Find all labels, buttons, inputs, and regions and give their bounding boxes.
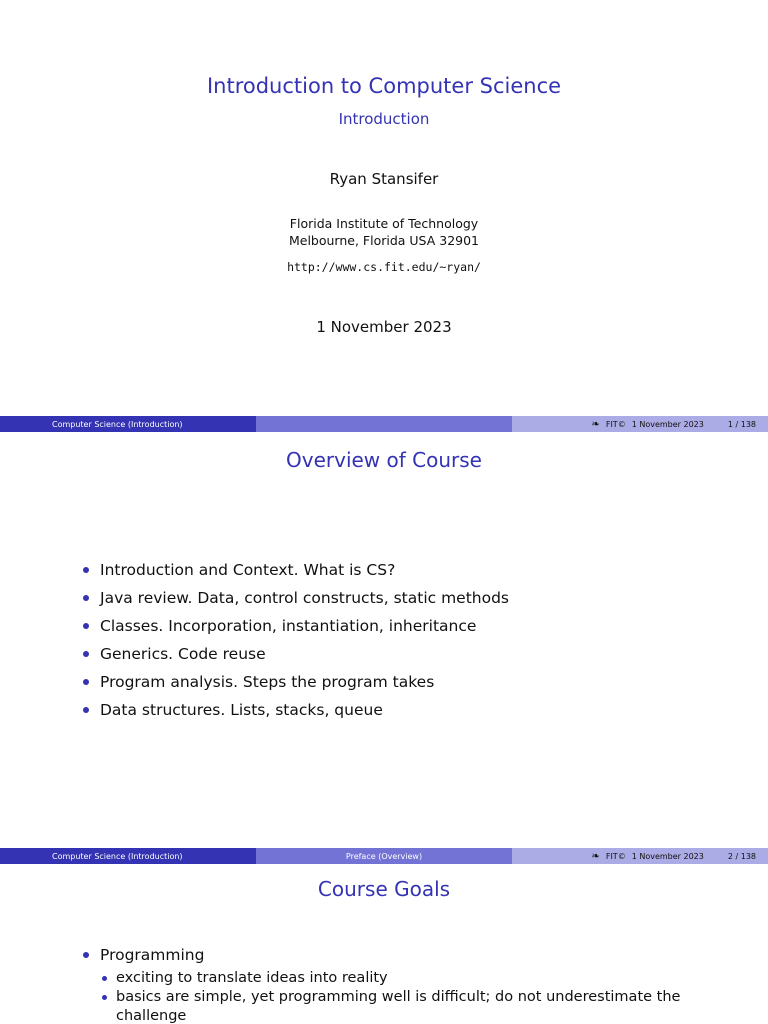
slide-footer (0, 416, 768, 432)
footer-page-number: 1 / 138 (727, 419, 756, 429)
bullet-icon (83, 707, 89, 713)
bullet-icon (83, 679, 89, 685)
bullet-icon (83, 567, 89, 573)
fit-logo-icon: ❧ (591, 418, 600, 430)
list-item: Program analysis. Steps the program takes (80, 668, 509, 696)
bullet-icon (83, 952, 89, 958)
footer-middle: Preface (Overview) (256, 848, 512, 864)
bullet-icon (102, 995, 107, 1000)
author-url[interactable]: http://www.cs.fit.edu/~ryan/ (287, 260, 481, 274)
author-name: Ryan Stansifer (329, 170, 439, 188)
sub-bullet-list (100, 969, 720, 1024)
bullet-icon (83, 623, 89, 629)
list-item: Generics. Code reuse (80, 640, 509, 668)
institution (0, 215, 768, 249)
list-item: Data structures. Lists, stacks, queue (80, 696, 509, 724)
bullet-list (80, 556, 509, 724)
bullet-icon (83, 651, 89, 657)
slide-title: Overview of Course (286, 448, 482, 472)
footer-right (512, 416, 768, 432)
course-goals-slide (0, 864, 768, 1024)
footer-middle (256, 416, 512, 432)
footer-logo-text: FIT© (605, 851, 626, 861)
list-item: basics are simple, yet programming well is difficult; do not underestimate the challenge (100, 988, 720, 1024)
presentation-date: 1 November 2023 (316, 318, 452, 336)
slide-title: Course Goals (317, 877, 451, 901)
list-item: Java review. Data, control constructs, static methods (80, 584, 509, 612)
list-item: Classes. Incorporation, instantiation, inheritance (80, 612, 509, 640)
footer-date: 1 November 2023 (631, 851, 704, 861)
presentation-subtitle: Introduction (338, 110, 430, 128)
footer-page-number: 2 / 138 (727, 851, 756, 861)
footer-date: 1 November 2023 (631, 419, 704, 429)
institution-line-1: Florida Institute of Technology (289, 216, 479, 231)
presentation-title: Introduction to Computer Science (206, 74, 562, 98)
overview-slide (0, 432, 768, 864)
footer-right (512, 848, 768, 864)
slide-footer (0, 848, 768, 864)
footer-logo-text: FIT© (605, 419, 626, 429)
institution-line-2: Melbourne, Florida USA 32901 (288, 233, 480, 248)
bullet-icon (102, 976, 107, 981)
fit-logo-icon: ❧ (591, 850, 600, 862)
footer-left: Computer Science (Introduction) (0, 416, 256, 432)
list-item: exciting to translate ideas into reality (100, 969, 720, 988)
list-item: Introduction and Context. What is CS? (80, 556, 509, 584)
footer-left: Computer Science (Introduction) (0, 848, 256, 864)
list-item: Programming exciting to translate ideas into reality basics are simple, yet programming well is difficult; do not underestimate the challenge (80, 941, 720, 1024)
bullet-list (80, 941, 720, 1024)
title-slide (0, 0, 768, 432)
bullet-icon (83, 595, 89, 601)
